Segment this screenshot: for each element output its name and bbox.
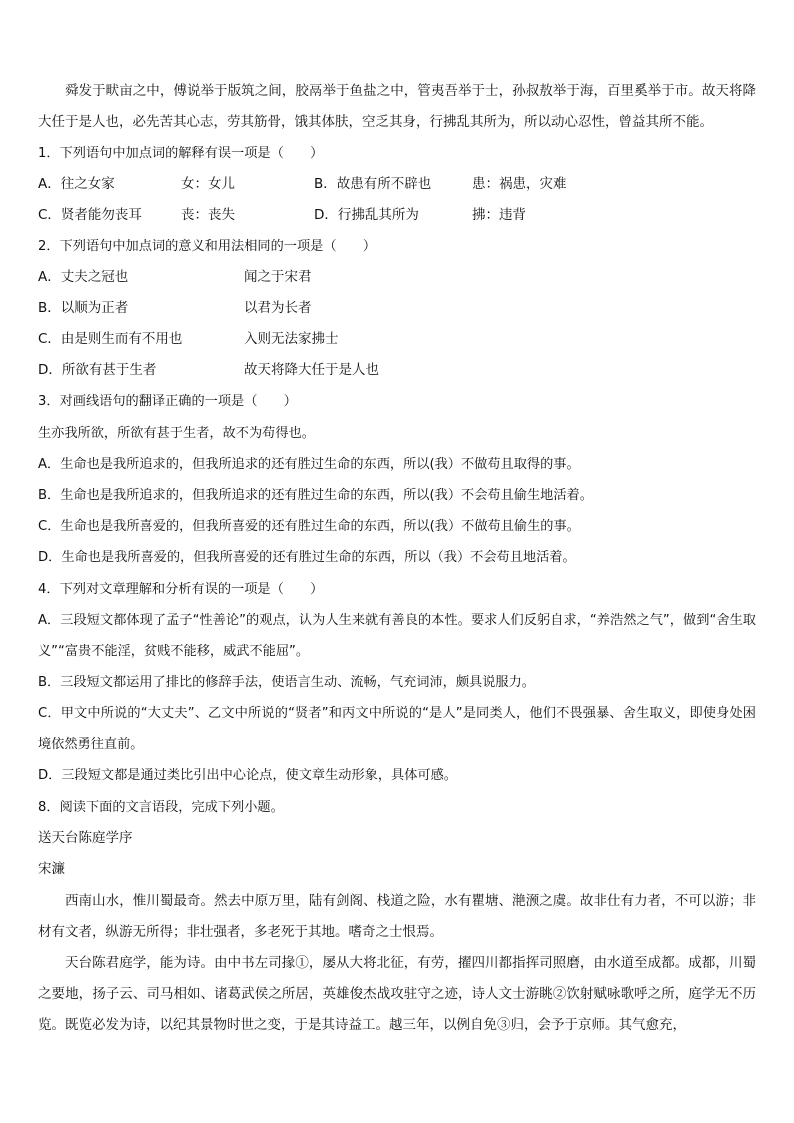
question-8-stem: 8．阅读下面的文言语段，完成下列小题。 [38,800,284,815]
q2-row-c [38,324,756,355]
q1-option-c-gloss: 丧：丧失 [181,207,235,223]
question-3-stem: 3．对画线语句的翻译正确的一项是（ ） [38,394,297,409]
essay-title: 送天台陈庭学序 [38,830,133,846]
q1-option-d: D．行拂乱其所为 [314,207,419,223]
question-1-stem: 1．下列语句中加点词的解释有误一项是（ ） [38,146,324,161]
q2-option-d-compare: 故天将降大任于是人也 [244,362,379,378]
q1-option-a: A．往之女家 [38,176,115,192]
question-1-row-cd [38,200,756,231]
passage-c: 舜发于畎亩之中，傅说举于版筑之间，胶鬲举于鱼盐之中，管夷吾举于士，孙叔敖举于海，百里奚举于市。故天将降大任于是人也，必先苦其心志，劳其筋骨，饿其体肤，空乏其身，行拂乱其所为，所以动心忍性，曾益其所不能。 [38,83,756,130]
q1-option-d-gloss: 拂：违背 [472,207,526,223]
question-2-stem: 2．下列语句中加点词的意义和用法相同的一项是（ ） [38,239,377,254]
q4-option-b: B．三段短文都运用了排比的修辞手法，使语言生动、流畅，气充词沛，颇具说服力。 [38,675,535,690]
essay-author: 宋濂 [38,861,65,877]
q2-option-d: D．所欲有甚于生者 [38,362,157,378]
q2-row-b [38,293,756,324]
essay-paragraph-1: 西南山水，惟川蜀最奇。然去中原万里，陆有剑阁、栈道之险，水有瞿塘、滟滪之虞。故非仕有力者，不可以游；非材有文者，纵游无所得；非壮强者，多老死于其地。嗜奇之士恨焉。 [38,893,756,940]
q2-option-c-compare: 入则无法家拂士 [244,331,339,347]
q1-option-b-gloss: 患：祸患，灾难 [472,176,567,192]
q2-row-d [38,355,756,386]
q2-option-a: A．丈夫之冠也 [38,269,129,285]
q2-option-c: C．由是则生而有不用也 [38,331,183,347]
q3-option-d: D．生命也是我所喜爱的，但我所喜爱的还有胜过生命的东西，所以（我）不会苟且地活着。 [38,550,576,565]
q4-option-c: C．甲文中所说的“大丈夫”、乙文中所说的“贤者”和丙文中所说的“是人”是同类人，他们不畏强暴、舍生取义，即使身处困境依然勇往直前。 [38,706,756,752]
q2-option-b: B．以顺为正者 [38,300,129,316]
q1-option-a-gloss: 女：女儿 [181,176,235,192]
essay-paragraph-2: 天台陈君庭学，能为诗。由中书左司掾①，屡从大将北征，有劳，擢四川都指挥司照磨，由水道至成都。成都，川蜀之要地，扬子云、司马相如、诸葛武侯之所居，英雄俊杰战攻驻守之迹，诗人文士游眺②饮射赋咏歌呼之所，庭学无不历览。既览必发为诗，以纪其景物时世之变，于是其诗益工。越三年，以例自免③归，会予于京师。其气愈充， [38,955,756,1033]
q2-option-a-compare: 闻之于宋君 [244,269,312,285]
question-3-quote: 生亦我所欲，所欲有甚于生者，故不为苟得也。 [38,426,315,441]
q2-option-b-compare: 以君为长者 [244,300,312,316]
q3-option-a: A．生命也是我所追求的，但我所追求的还有胜过生命的东西，所以(我）不做苟且取得的事。 [38,457,580,472]
q4-option-d: D．三段短文都是通过类比引出中心论点，使文章生动形象，具体可感。 [38,768,457,783]
q1-option-c: C．贤者能勿丧耳 [38,207,142,223]
q2-row-a [38,262,756,293]
q3-option-b: B．生命也是我所追求的，但我所追求的还有胜过生命的东西，所以(我）不会苟且偷生地活着。 [38,488,593,503]
q1-option-b: B．故患有所不辟也 [314,176,432,192]
q3-option-c: C．生命也是我所喜爱的，但我所喜爱的还有胜过生命的东西，所以(我）不做苟且偷生的事。 [38,519,580,534]
q4-option-a: A．三段短文都体现了孟子“性善论”的观点，认为人生来就有善良的本性。要求人们反躬自求，“养浩然之气”，做到“舍生取义”“富贵不能淫，贫贱不能移，威武不能屈”。 [38,613,756,659]
question-4-stem: 4．下列对文章理解和分析有误的一项是（ ） [38,582,324,597]
question-1-row-ab [38,169,756,200]
